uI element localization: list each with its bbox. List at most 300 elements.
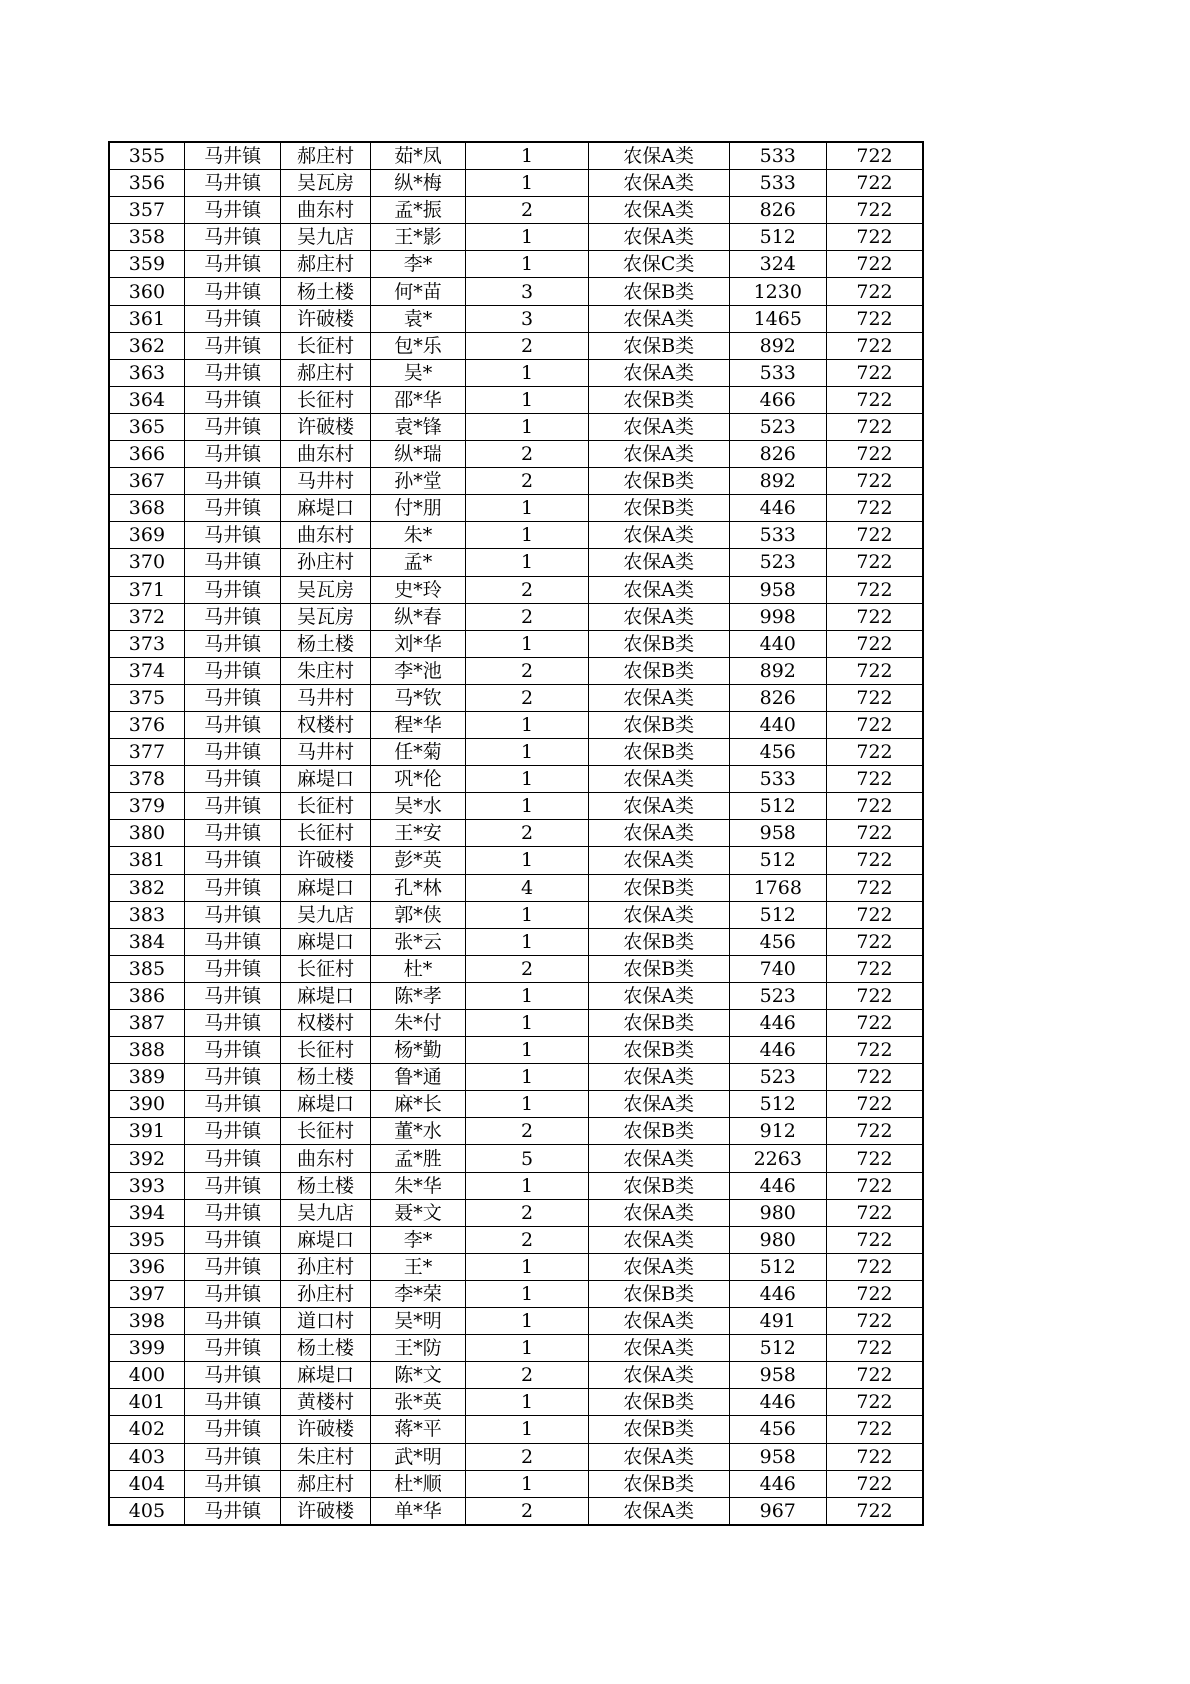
town-cell: 马井镇 <box>184 251 280 278</box>
village-cell: 朱庄村 <box>281 1443 370 1470</box>
row-number-cell: 372 <box>109 603 184 630</box>
row-number-cell: 391 <box>109 1118 184 1145</box>
standard-cell: 722 <box>826 1470 923 1497</box>
name-cell: 吴*明 <box>370 1308 465 1335</box>
row-number-cell: 403 <box>109 1443 184 1470</box>
town-cell: 马井镇 <box>184 495 280 522</box>
standard-cell: 722 <box>826 874 923 901</box>
name-cell: 马*钦 <box>370 684 465 711</box>
table-row <box>109 576 923 603</box>
category-cell: 农保A类 <box>588 847 729 874</box>
amount-cell: 523 <box>729 982 826 1009</box>
table-row <box>109 1308 923 1335</box>
standard-cell: 722 <box>826 1443 923 1470</box>
town-cell: 马井镇 <box>184 1037 280 1064</box>
row-number-cell: 366 <box>109 441 184 468</box>
amount-cell: 446 <box>729 1010 826 1037</box>
table-row <box>109 874 923 901</box>
standard-cell: 722 <box>826 630 923 657</box>
amount-cell: 446 <box>729 1037 826 1064</box>
count-cell: 2 <box>466 1497 589 1525</box>
name-cell: 王*防 <box>370 1335 465 1362</box>
village-cell: 曲东村 <box>281 522 370 549</box>
name-cell: 蒋*平 <box>370 1416 465 1443</box>
amount-cell: 826 <box>729 441 826 468</box>
amount-cell: 533 <box>729 359 826 386</box>
village-cell: 长征村 <box>281 1118 370 1145</box>
row-number-cell: 383 <box>109 901 184 928</box>
count-cell: 1 <box>466 739 589 766</box>
town-cell: 马井镇 <box>184 224 280 251</box>
village-cell: 麻堤口 <box>281 1226 370 1253</box>
name-cell: 朱* <box>370 522 465 549</box>
count-cell: 1 <box>466 1253 589 1280</box>
amount-cell: 958 <box>729 576 826 603</box>
category-cell: 农保C类 <box>588 251 729 278</box>
village-cell: 郝庄村 <box>281 1470 370 1497</box>
table-row <box>109 847 923 874</box>
standard-cell: 722 <box>826 1172 923 1199</box>
village-cell: 孙庄村 <box>281 1280 370 1307</box>
village-cell: 杨土楼 <box>281 1335 370 1362</box>
count-cell: 2 <box>466 1443 589 1470</box>
name-cell: 孙*堂 <box>370 468 465 495</box>
table-row <box>109 684 923 711</box>
village-cell: 许破楼 <box>281 1416 370 1443</box>
category-cell: 农保B类 <box>588 1416 729 1443</box>
count-cell: 2 <box>466 684 589 711</box>
amount-cell: 1230 <box>729 278 826 305</box>
row-number-cell: 379 <box>109 793 184 820</box>
amount-cell: 512 <box>729 847 826 874</box>
category-cell: 农保B类 <box>588 711 729 738</box>
village-cell: 吴瓦房 <box>281 603 370 630</box>
name-cell: 包*乐 <box>370 332 465 359</box>
amount-cell: 446 <box>729 495 826 522</box>
town-cell: 马井镇 <box>184 1199 280 1226</box>
data-table <box>108 141 924 1526</box>
standard-cell: 722 <box>826 603 923 630</box>
village-cell: 麻堤口 <box>281 495 370 522</box>
count-cell: 2 <box>466 1199 589 1226</box>
count-cell: 1 <box>466 901 589 928</box>
town-cell: 马井镇 <box>184 332 280 359</box>
standard-cell: 722 <box>826 278 923 305</box>
row-number-cell: 394 <box>109 1199 184 1226</box>
category-cell: 农保A类 <box>588 901 729 928</box>
category-cell: 农保A类 <box>588 224 729 251</box>
village-cell: 长征村 <box>281 955 370 982</box>
category-cell: 农保B类 <box>588 1470 729 1497</box>
count-cell: 1 <box>466 1280 589 1307</box>
amount-cell: 826 <box>729 197 826 224</box>
count-cell: 1 <box>466 982 589 1009</box>
row-number-cell: 393 <box>109 1172 184 1199</box>
standard-cell: 722 <box>826 657 923 684</box>
town-cell: 马井镇 <box>184 1362 280 1389</box>
amount-cell: 892 <box>729 332 826 359</box>
town-cell: 马井镇 <box>184 576 280 603</box>
name-cell: 杨*勤 <box>370 1037 465 1064</box>
name-cell: 吴* <box>370 359 465 386</box>
village-cell: 吴九店 <box>281 1199 370 1226</box>
village-cell: 吴瓦房 <box>281 576 370 603</box>
count-cell: 4 <box>466 874 589 901</box>
category-cell: 农保A类 <box>588 441 729 468</box>
standard-cell: 722 <box>826 1226 923 1253</box>
standard-cell: 722 <box>826 1199 923 1226</box>
count-cell: 1 <box>466 793 589 820</box>
count-cell: 1 <box>466 413 589 440</box>
name-cell: 茹*凤 <box>370 142 465 170</box>
standard-cell: 722 <box>826 386 923 413</box>
town-cell: 马井镇 <box>184 684 280 711</box>
village-cell: 杨土楼 <box>281 278 370 305</box>
table-row <box>109 1064 923 1091</box>
table-row <box>109 657 923 684</box>
row-number-cell: 381 <box>109 847 184 874</box>
amount-cell: 2263 <box>729 1145 826 1172</box>
village-cell: 孙庄村 <box>281 1253 370 1280</box>
name-cell: 鲁*通 <box>370 1064 465 1091</box>
standard-cell: 722 <box>826 1091 923 1118</box>
standard-cell: 722 <box>826 522 923 549</box>
amount-cell: 512 <box>729 793 826 820</box>
row-number-cell: 387 <box>109 1010 184 1037</box>
amount-cell: 958 <box>729 1362 826 1389</box>
row-number-cell: 377 <box>109 739 184 766</box>
standard-cell: 722 <box>826 224 923 251</box>
name-cell: 董*水 <box>370 1118 465 1145</box>
standard-cell: 722 <box>826 170 923 197</box>
name-cell: 陈*孝 <box>370 982 465 1009</box>
standard-cell: 722 <box>826 1145 923 1172</box>
town-cell: 马井镇 <box>184 1253 280 1280</box>
count-cell: 2 <box>466 603 589 630</box>
category-cell: 农保B类 <box>588 332 729 359</box>
table-row <box>109 468 923 495</box>
category-cell: 农保A类 <box>588 549 729 576</box>
row-number-cell: 397 <box>109 1280 184 1307</box>
table-body <box>109 142 923 1525</box>
town-cell: 马井镇 <box>184 1226 280 1253</box>
category-cell: 农保A类 <box>588 1335 729 1362</box>
standard-cell: 722 <box>826 711 923 738</box>
standard-cell: 722 <box>826 413 923 440</box>
amount-cell: 980 <box>729 1199 826 1226</box>
standard-cell: 722 <box>826 820 923 847</box>
name-cell: 付*朋 <box>370 495 465 522</box>
category-cell: 农保B类 <box>588 739 729 766</box>
village-cell: 长征村 <box>281 820 370 847</box>
category-cell: 农保A类 <box>588 793 729 820</box>
town-cell: 马井镇 <box>184 1497 280 1525</box>
name-cell: 聂*文 <box>370 1199 465 1226</box>
table-row <box>109 549 923 576</box>
standard-cell: 722 <box>826 1118 923 1145</box>
town-cell: 马井镇 <box>184 1280 280 1307</box>
count-cell: 2 <box>466 332 589 359</box>
amount-cell: 512 <box>729 1253 826 1280</box>
category-cell: 农保B类 <box>588 1010 729 1037</box>
amount-cell: 1768 <box>729 874 826 901</box>
count-cell: 2 <box>466 576 589 603</box>
category-cell: 农保B类 <box>588 386 729 413</box>
table-row <box>109 441 923 468</box>
name-cell: 史*玲 <box>370 576 465 603</box>
table-row <box>109 1118 923 1145</box>
category-cell: 农保A类 <box>588 522 729 549</box>
name-cell: 王*影 <box>370 224 465 251</box>
town-cell: 马井镇 <box>184 1064 280 1091</box>
row-number-cell: 380 <box>109 820 184 847</box>
count-cell: 1 <box>466 928 589 955</box>
category-cell: 农保A类 <box>588 684 729 711</box>
table-row <box>109 1091 923 1118</box>
standard-cell: 722 <box>826 1497 923 1525</box>
row-number-cell: 364 <box>109 386 184 413</box>
count-cell: 1 <box>466 766 589 793</box>
town-cell: 马井镇 <box>184 928 280 955</box>
count-cell: 1 <box>466 359 589 386</box>
table-row <box>109 251 923 278</box>
table-row <box>109 142 923 170</box>
name-cell: 纵*梅 <box>370 170 465 197</box>
standard-cell: 722 <box>826 576 923 603</box>
table-row <box>109 901 923 928</box>
town-cell: 马井镇 <box>184 711 280 738</box>
category-cell: 农保A类 <box>588 305 729 332</box>
count-cell: 1 <box>466 1010 589 1037</box>
name-cell: 张*云 <box>370 928 465 955</box>
name-cell: 孟*振 <box>370 197 465 224</box>
table-row <box>109 630 923 657</box>
town-cell: 马井镇 <box>184 955 280 982</box>
name-cell: 陈*文 <box>370 1362 465 1389</box>
village-cell: 长征村 <box>281 386 370 413</box>
row-number-cell: 392 <box>109 1145 184 1172</box>
table-row <box>109 1199 923 1226</box>
count-cell: 1 <box>466 170 589 197</box>
village-cell: 权楼村 <box>281 1010 370 1037</box>
row-number-cell: 405 <box>109 1497 184 1525</box>
amount-cell: 456 <box>729 739 826 766</box>
count-cell: 1 <box>466 1470 589 1497</box>
amount-cell: 980 <box>729 1226 826 1253</box>
count-cell: 2 <box>466 955 589 982</box>
name-cell: 程*华 <box>370 711 465 738</box>
row-number-cell: 384 <box>109 928 184 955</box>
table-row <box>109 522 923 549</box>
table-row <box>109 278 923 305</box>
table-row <box>109 711 923 738</box>
row-number-cell: 404 <box>109 1470 184 1497</box>
standard-cell: 722 <box>826 1416 923 1443</box>
category-cell: 农保B类 <box>588 278 729 305</box>
count-cell: 1 <box>466 1064 589 1091</box>
row-number-cell: 370 <box>109 549 184 576</box>
table-row <box>109 495 923 522</box>
count-cell: 1 <box>466 1416 589 1443</box>
village-cell: 长征村 <box>281 332 370 359</box>
table-row <box>109 1497 923 1525</box>
category-cell: 农保A类 <box>588 1199 729 1226</box>
category-cell: 农保A类 <box>588 1308 729 1335</box>
count-cell: 1 <box>466 847 589 874</box>
town-cell: 马井镇 <box>184 1172 280 1199</box>
count-cell: 1 <box>466 386 589 413</box>
category-cell: 农保A类 <box>588 170 729 197</box>
row-number-cell: 390 <box>109 1091 184 1118</box>
standard-cell: 722 <box>826 955 923 982</box>
village-cell: 郝庄村 <box>281 359 370 386</box>
amount-cell: 456 <box>729 1416 826 1443</box>
count-cell: 3 <box>466 278 589 305</box>
table-row <box>109 224 923 251</box>
amount-cell: 523 <box>729 549 826 576</box>
table-row <box>109 603 923 630</box>
table-row <box>109 332 923 359</box>
row-number-cell: 365 <box>109 413 184 440</box>
category-cell: 农保B类 <box>588 630 729 657</box>
count-cell: 1 <box>466 549 589 576</box>
standard-cell: 722 <box>826 142 923 170</box>
count-cell: 2 <box>466 1226 589 1253</box>
category-cell: 农保A类 <box>588 1091 729 1118</box>
row-number-cell: 359 <box>109 251 184 278</box>
amount-cell: 958 <box>729 1443 826 1470</box>
row-number-cell: 396 <box>109 1253 184 1280</box>
category-cell: 农保B类 <box>588 1280 729 1307</box>
category-cell: 农保A类 <box>588 766 729 793</box>
village-cell: 权楼村 <box>281 711 370 738</box>
town-cell: 马井镇 <box>184 657 280 684</box>
amount-cell: 533 <box>729 142 826 170</box>
count-cell: 1 <box>466 495 589 522</box>
row-number-cell: 367 <box>109 468 184 495</box>
table-row <box>109 1470 923 1497</box>
amount-cell: 512 <box>729 1335 826 1362</box>
name-cell: 王*安 <box>370 820 465 847</box>
table-row <box>109 197 923 224</box>
standard-cell: 722 <box>826 982 923 1009</box>
town-cell: 马井镇 <box>184 522 280 549</box>
village-cell: 长征村 <box>281 793 370 820</box>
town-cell: 马井镇 <box>184 305 280 332</box>
standard-cell: 722 <box>826 332 923 359</box>
row-number-cell: 389 <box>109 1064 184 1091</box>
table-row <box>109 1172 923 1199</box>
row-number-cell: 374 <box>109 657 184 684</box>
count-cell: 2 <box>466 1362 589 1389</box>
standard-cell: 722 <box>826 901 923 928</box>
amount-cell: 998 <box>729 603 826 630</box>
amount-cell: 892 <box>729 657 826 684</box>
town-cell: 马井镇 <box>184 1118 280 1145</box>
town-cell: 马井镇 <box>184 982 280 1009</box>
standard-cell: 722 <box>826 359 923 386</box>
table-row <box>109 955 923 982</box>
count-cell: 1 <box>466 142 589 170</box>
name-cell: 刘*华 <box>370 630 465 657</box>
amount-cell: 512 <box>729 901 826 928</box>
standard-cell: 722 <box>826 766 923 793</box>
category-cell: 农保B类 <box>588 468 729 495</box>
amount-cell: 456 <box>729 928 826 955</box>
town-cell: 马井镇 <box>184 630 280 657</box>
amount-cell: 826 <box>729 684 826 711</box>
town-cell: 马井镇 <box>184 386 280 413</box>
amount-cell: 523 <box>729 413 826 440</box>
table-row <box>109 766 923 793</box>
count-cell: 1 <box>466 1308 589 1335</box>
category-cell: 农保A类 <box>588 820 729 847</box>
village-cell: 许破楼 <box>281 1497 370 1525</box>
town-cell: 马井镇 <box>184 1470 280 1497</box>
name-cell: 任*菊 <box>370 739 465 766</box>
row-number-cell: 368 <box>109 495 184 522</box>
row-number-cell: 386 <box>109 982 184 1009</box>
category-cell: 农保A类 <box>588 982 729 1009</box>
row-number-cell: 357 <box>109 197 184 224</box>
table-row <box>109 820 923 847</box>
category-cell: 农保A类 <box>588 1064 729 1091</box>
village-cell: 许破楼 <box>281 413 370 440</box>
name-cell: 孟* <box>370 549 465 576</box>
table-row <box>109 739 923 766</box>
row-number-cell: 400 <box>109 1362 184 1389</box>
table-row <box>109 1389 923 1416</box>
standard-cell: 722 <box>826 1335 923 1362</box>
count-cell: 1 <box>466 1172 589 1199</box>
count-cell: 1 <box>466 224 589 251</box>
town-cell: 马井镇 <box>184 820 280 847</box>
town-cell: 马井镇 <box>184 170 280 197</box>
table-row <box>109 386 923 413</box>
town-cell: 马井镇 <box>184 1010 280 1037</box>
count-cell: 1 <box>466 522 589 549</box>
standard-cell: 722 <box>826 197 923 224</box>
name-cell: 邵*华 <box>370 386 465 413</box>
name-cell: 巩*伦 <box>370 766 465 793</box>
village-cell: 朱庄村 <box>281 657 370 684</box>
standard-cell: 722 <box>826 1280 923 1307</box>
row-number-cell: 382 <box>109 874 184 901</box>
village-cell: 孙庄村 <box>281 549 370 576</box>
name-cell: 孔*林 <box>370 874 465 901</box>
amount-cell: 440 <box>729 711 826 738</box>
name-cell: 何*苗 <box>370 278 465 305</box>
village-cell: 吴九店 <box>281 224 370 251</box>
name-cell: 杜*顺 <box>370 1470 465 1497</box>
village-cell: 吴瓦房 <box>281 170 370 197</box>
standard-cell: 722 <box>826 1037 923 1064</box>
name-cell: 麻*长 <box>370 1091 465 1118</box>
count-cell: 1 <box>466 630 589 657</box>
table-row <box>109 1362 923 1389</box>
amount-cell: 533 <box>729 766 826 793</box>
count-cell: 1 <box>466 251 589 278</box>
table-row <box>109 170 923 197</box>
category-cell: 农保A类 <box>588 413 729 440</box>
village-cell: 曲东村 <box>281 197 370 224</box>
name-cell: 吴*水 <box>370 793 465 820</box>
standard-cell: 722 <box>826 1362 923 1389</box>
village-cell: 杨土楼 <box>281 630 370 657</box>
village-cell: 许破楼 <box>281 847 370 874</box>
table-row <box>109 793 923 820</box>
count-cell: 2 <box>466 441 589 468</box>
